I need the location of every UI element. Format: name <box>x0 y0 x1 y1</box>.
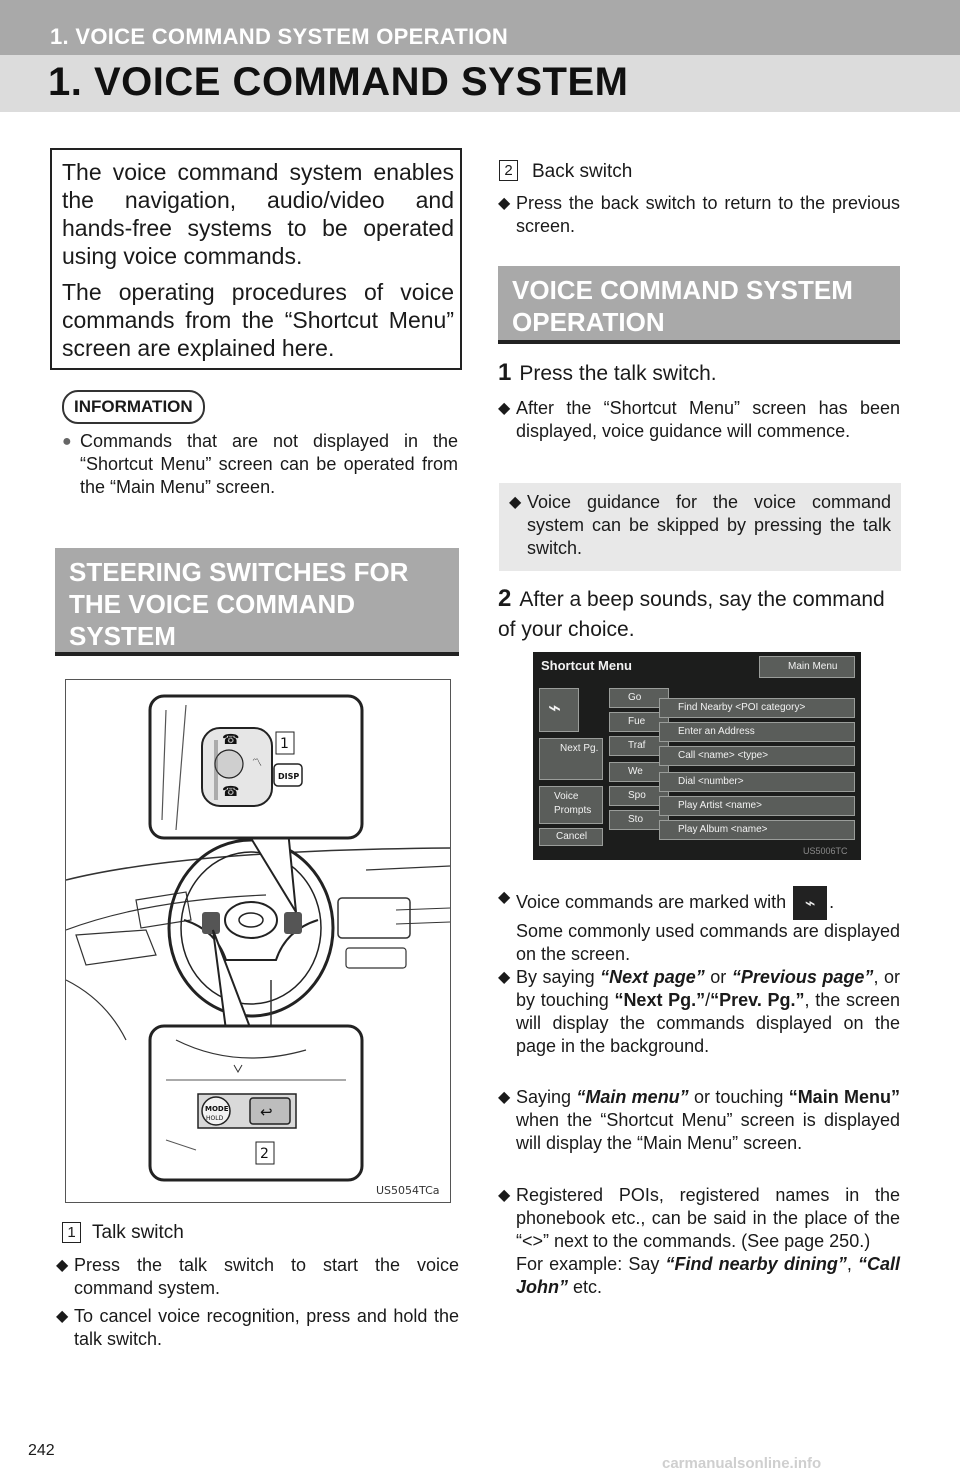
page-header <box>0 0 960 112</box>
next-page-button[interactable]: Next Pg. <box>539 738 603 780</box>
figure-code: US5054TCa <box>376 1184 440 1197</box>
left-command-4[interactable]: We <box>609 762 669 782</box>
page-number: 242 <box>28 1442 55 1459</box>
svg-text:〽: 〽 <box>252 758 262 769</box>
command-play-album[interactable]: Play Album <name> <box>659 820 855 840</box>
svg-text:☎: ☎ <box>222 784 240 800</box>
section-label: 1. VOICE COMMAND SYSTEM OPERATION <box>50 24 509 49</box>
information-bullet: ● Commands that are not displayed in the “Shortcut Menu” screen can be operated from the “Main Menu” screen. <box>62 431 458 497</box>
command-call[interactable]: Call <name> <type> <box>659 746 855 766</box>
mode-label: MODE <box>205 1105 229 1113</box>
steering-diagram <box>65 679 451 1203</box>
screen-title: Shortcut Menu <box>541 658 632 673</box>
bullet-diamond-icon: ◆ <box>498 195 511 212</box>
hold-label: HOLD <box>206 1115 224 1122</box>
talk-switch-label: Talk switch <box>92 1222 184 1243</box>
bullet-diamond-icon: ◆ <box>56 1308 69 1325</box>
command-play-artist[interactable]: Play Artist <name> <box>659 796 855 816</box>
command-dial[interactable]: Dial <number> <box>659 772 855 792</box>
note-box: ◆ Voice guidance for the voice command system can be skipped by pressing the talk switch. <box>499 483 901 571</box>
intro-box <box>50 148 462 370</box>
bullet-diamond-icon: ◆ <box>498 1187 511 1204</box>
bullet-dot-icon: ● <box>62 433 72 450</box>
command-enter-address[interactable]: Enter an Address <box>659 722 855 742</box>
callout-1-diagram: 1 <box>280 736 289 752</box>
step-2: 2 After a beep sounds, say the command of your choice. <box>498 585 885 641</box>
disp-label: DISP <box>278 772 300 781</box>
left-command-6[interactable]: Sto <box>609 810 669 830</box>
voice-command-icon: ⌁ <box>793 886 827 920</box>
callout-1: 1 <box>62 1222 81 1243</box>
bullet-next-page: ◆ By saying “Next page” or “Previous page”, or by touching “Next Pg.”/“Prev. Pg.”, the screen will display the commands displayed on the page in the background. <box>498 967 900 1056</box>
back-switch-label: Back switch <box>532 161 633 182</box>
intro-paragraph-1: The voice command system enables the navigation, audio/video and hands-free systems to be operated using voice commands. <box>62 159 454 269</box>
chapter-title: 1. VOICE COMMAND SYSTEM <box>48 60 629 104</box>
talk-bullet-2: ◆ To cancel voice recognition, press and hold the talk switch. <box>56 1306 459 1349</box>
left-command-3[interactable]: Traf <box>609 736 669 756</box>
bullet-diamond-icon: ◆ <box>509 494 522 511</box>
steering-wheel-illustration <box>66 680 450 1202</box>
bullet-diamond-icon: ◆ <box>498 400 511 417</box>
bullet-voice-marked: ◆ Voice commands are marked with ⌁ . Some commonly used commands are displayed on the screen. <box>498 886 900 966</box>
cancel-button[interactable]: Cancel <box>539 828 603 846</box>
main-menu-button[interactable]: Main Menu <box>759 656 855 678</box>
shortcut-menu-screen <box>533 652 861 860</box>
talk-bullet-1: ◆ Press the talk switch to start the voice command system. <box>56 1255 459 1298</box>
screen-figure-code: US5006TC <box>803 846 848 856</box>
svg-text:☎: ☎ <box>222 732 240 748</box>
information-tag: INFORMATION <box>62 390 205 424</box>
bullet-main-menu: ◆ Saying “Main menu” or touching “Main Menu” when the “Shortcut Menu” screen is displayed will display the “Main Menu” screen. <box>498 1087 900 1153</box>
vcs-operation-heading: VOICE COMMAND SYSTEM OPERATION <box>498 266 900 344</box>
svg-text:↩: ↩ <box>260 1103 273 1121</box>
voice-prompts-button[interactable]: Voice Prompts <box>539 786 603 824</box>
callout-2: 2 <box>499 160 518 181</box>
watermark: carmanualsonline.info <box>662 1455 822 1472</box>
bullet-registered-pois: ◆ Registered POIs, registered names in the phonebook etc., can be said in the place of the “<>” next to the commands. (See page 250.) For example: Say “Find nearby dining”, “Call John” etc. <box>498 1185 900 1297</box>
bullet-diamond-icon: ◆ <box>498 1089 511 1106</box>
bullet-diamond-icon: ◆ <box>56 1257 69 1274</box>
back-bullet-1: ◆ Press the back switch to return to the previous screen. <box>498 193 900 236</box>
left-command-2[interactable]: Fue <box>609 712 669 732</box>
left-command-5[interactable]: Spo <box>609 786 669 806</box>
steering-switches-heading: STEERING SWITCHES FOR THE VOICE COMMAND SYSTEM <box>55 548 459 656</box>
intro-paragraph-2: The operating procedures of voice commands from the “Shortcut Menu” screen are explained here. <box>62 279 454 361</box>
bullet-diamond-icon: ◆ <box>498 969 511 986</box>
bullet-diamond-icon: ◆ <box>498 889 511 906</box>
step-1-bullet: ◆ After the “Shortcut Menu” screen has been displayed, voice guidance will commence. <box>498 398 900 441</box>
step-1: 1 Press the talk switch. <box>498 359 717 386</box>
command-find-nearby[interactable]: Find Nearby <POI category> <box>659 698 855 718</box>
voice-command-icon[interactable]: ⌁ <box>539 688 579 732</box>
left-command-1[interactable]: Go <box>609 688 669 708</box>
callout-2-diagram: 2 <box>260 1146 269 1162</box>
